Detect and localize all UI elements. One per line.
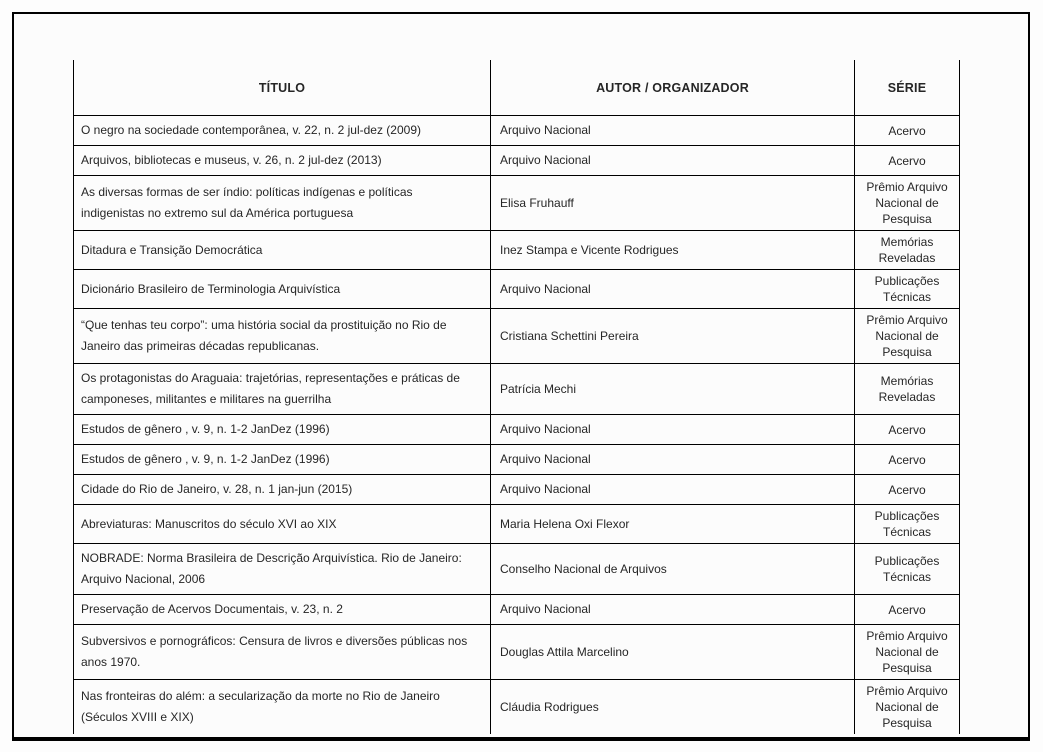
cell-titulo: Abreviaturas: Manuscritos do século XVI ao XIX [74,505,491,544]
table-header-row [74,60,960,116]
cell-autor-organizador: Arquivo Nacional [491,595,855,625]
publications-table [73,60,960,734]
cell-titulo: Os protagonistas do Araguaia: trajetórias, representações e práticas de camponeses, militantes e militares na guerrilha [74,364,491,415]
cell-autor-organizador: Arquivo Nacional [491,270,855,309]
cell-autor-organizador: Arquivo Nacional [491,116,855,146]
cell-serie: Prêmio Arquivo Nacional de Pesquisa [855,680,960,735]
page-border-frame [12,12,1030,741]
cell-serie: Memórias Reveladas [855,231,960,270]
cell-autor-organizador: Conselho Nacional de Arquivos [491,544,855,595]
table-row [74,176,960,231]
cell-titulo: Estudos de gênero , v. 9, n. 1-2 JanDez (1996) [74,445,491,475]
cell-serie: Prêmio Arquivo Nacional de Pesquisa [855,176,960,231]
table-row [74,445,960,475]
cell-serie: Acervo [855,445,960,475]
cell-titulo: Ditadura e Transição Democrática [74,231,491,270]
cell-autor-organizador: Douglas Attila Marcelino [491,625,855,680]
table-row [74,505,960,544]
cell-titulo: Arquivos, bibliotecas e museus, v. 26, n. 2 jul-dez (2013) [74,146,491,176]
cell-titulo: NOBRADE: Norma Brasileira de Descrição Arquivística. Rio de Janeiro: Arquivo Nacional, 2006 [74,544,491,595]
cell-titulo: O negro na sociedade contemporânea, v. 22, n. 2 jul-dez (2009) [74,116,491,146]
table-row [74,231,960,270]
table-row [74,595,960,625]
cell-autor-organizador: Arquivo Nacional [491,445,855,475]
cell-autor-organizador: Inez Stampa e Vicente Rodrigues [491,231,855,270]
cell-titulo: Nas fronteiras do além: a secularização da morte no Rio de Janeiro (Séculos XVIII e XIX) [74,680,491,735]
cell-serie: Acervo [855,415,960,445]
table-row [74,625,960,680]
cell-autor-organizador: Maria Helena Oxi Flexor [491,505,855,544]
cell-titulo: Subversivos e pornográficos: Censura de livros e diversões públicas nos anos 1970. [74,625,491,680]
cell-serie: Memórias Reveladas [855,364,960,415]
table-row [74,364,960,415]
cell-titulo: Preservação de Acervos Documentais, v. 23, n. 2 [74,595,491,625]
cell-autor-organizador: Cristiana Schettini Pereira [491,309,855,364]
table-row [74,270,960,309]
cell-serie: Acervo [855,146,960,176]
cell-titulo: “Que tenhas teu corpo”: uma história social da prostituição no Rio de Janeiro das primeiras décadas republicanas. [74,309,491,364]
table-row [74,680,960,735]
table-row [74,544,960,595]
cell-autor-organizador: Arquivo Nacional [491,415,855,445]
cell-serie: Publicações Técnicas [855,544,960,595]
table-row [74,116,960,146]
cell-serie: Acervo [855,475,960,505]
table-row [74,309,960,364]
cell-serie: Publicações Técnicas [855,505,960,544]
cell-autor-organizador: Elisa Fruhauff [491,176,855,231]
cell-autor-organizador: Arquivo Nacional [491,475,855,505]
cell-titulo: Estudos de gênero , v. 9, n. 1-2 JanDez (1996) [74,415,491,445]
cell-serie: Acervo [855,595,960,625]
column-header-serie: SÉRIE [855,60,960,116]
cell-serie: Prêmio Arquivo Nacional de Pesquisa [855,625,960,680]
table-row [74,475,960,505]
cell-titulo: As diversas formas de ser índio: políticas indígenas e políticas indigenistas no extremo sul da América portuguesa [74,176,491,231]
table-row [74,146,960,176]
table-row [74,415,960,445]
cell-titulo: Dicionário Brasileiro de Terminologia Arquivística [74,270,491,309]
cell-serie: Prêmio Arquivo Nacional de Pesquisa [855,309,960,364]
column-header-titulo: TÍTULO [74,60,491,116]
cell-serie: Publicações Técnicas [855,270,960,309]
cell-titulo: Cidade do Rio de Janeiro, v. 28, n. 1 jan-jun (2015) [74,475,491,505]
column-header-autor-organizador: AUTOR / ORGANIZADOR [491,60,855,116]
cell-autor-organizador: Patrícia Mechi [491,364,855,415]
cell-autor-organizador: Cláudia Rodrigues [491,680,855,735]
cell-autor-organizador: Arquivo Nacional [491,146,855,176]
cell-serie: Acervo [855,116,960,146]
